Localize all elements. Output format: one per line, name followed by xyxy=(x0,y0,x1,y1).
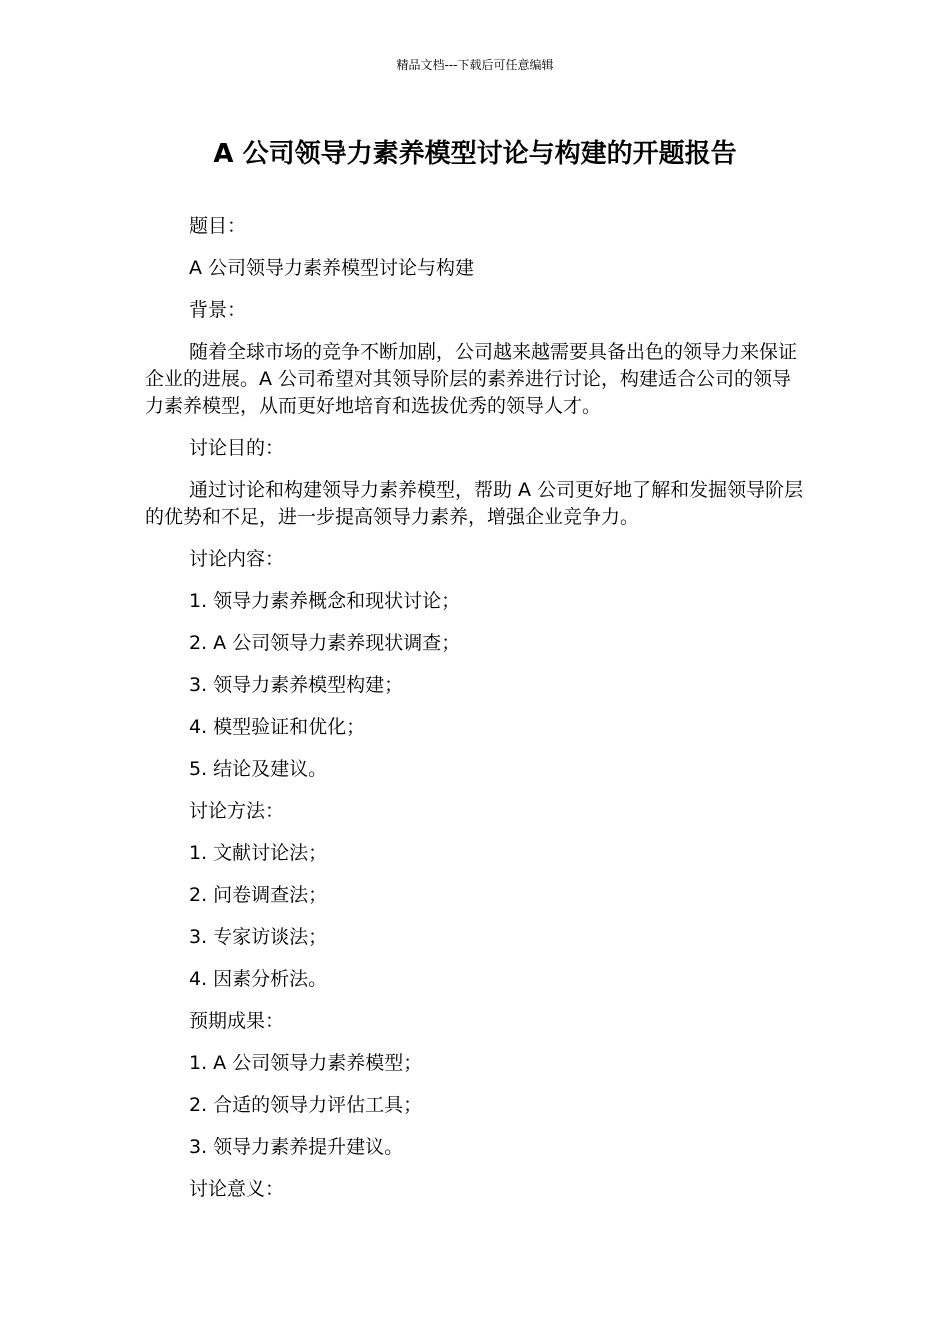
background-text: 随着全球市场的竞争不断加剧，公司越来越需要具备出色的领导力来保证企业的进展。A 公司希望对其领导阶层的素养进行讨论，构建适合公司的领导力素养模型，从而更好地培育和选拔优秀的领导人才。 xyxy=(145,341,798,417)
method-item-2: 2. 问卷调查法； xyxy=(189,884,328,906)
result-item-2: 2. 合适的领导力评估工具； xyxy=(189,1094,423,1116)
page-header: 精品文档---下载后可任意编辑 xyxy=(396,58,554,72)
method-item-3: 3. 专家访谈法； xyxy=(189,926,328,948)
method-item-1: 1. 文献讨论法； xyxy=(189,842,328,864)
result-item-3: 3. 领导力素养提升建议。 xyxy=(189,1136,404,1158)
content-item-5: 5. 结论及建议。 xyxy=(189,758,328,780)
document-title: A 公司领导力素养模型讨论与构建的开题报告 xyxy=(213,139,737,169)
label-expected-results: 预期成果： xyxy=(189,1010,285,1032)
content-item-4: 4. 模型验证和优化； xyxy=(189,716,366,738)
document-body xyxy=(145,213,810,1218)
method-item-4: 4. 因素分析法。 xyxy=(189,968,328,990)
content-item-2: 2. A 公司领导力素养现状调查； xyxy=(189,632,461,654)
result-item-1: 1. A 公司领导力素养模型； xyxy=(189,1052,423,1074)
label-method: 讨论方法： xyxy=(189,800,285,822)
label-significance: 讨论意义： xyxy=(189,1178,285,1200)
content-item-3: 3. 领导力素养模型构建； xyxy=(189,674,404,696)
label-content: 讨论内容： xyxy=(189,548,285,570)
label-purpose: 讨论目的： xyxy=(189,437,285,459)
topic-text: A 公司领导力素养模型讨论与构建 xyxy=(189,257,475,279)
label-background: 背景： xyxy=(189,299,247,321)
label-topic: 题目： xyxy=(189,215,247,237)
purpose-text: 通过讨论和构建领导力素养模型，帮助 A 公司更好地了解和发掘领导阶层的优势和不足，进一步提高领导力素养，增强企业竞争力。 xyxy=(145,479,804,528)
content-item-1: 1. 领导力素养概念和现状讨论； xyxy=(189,590,461,612)
